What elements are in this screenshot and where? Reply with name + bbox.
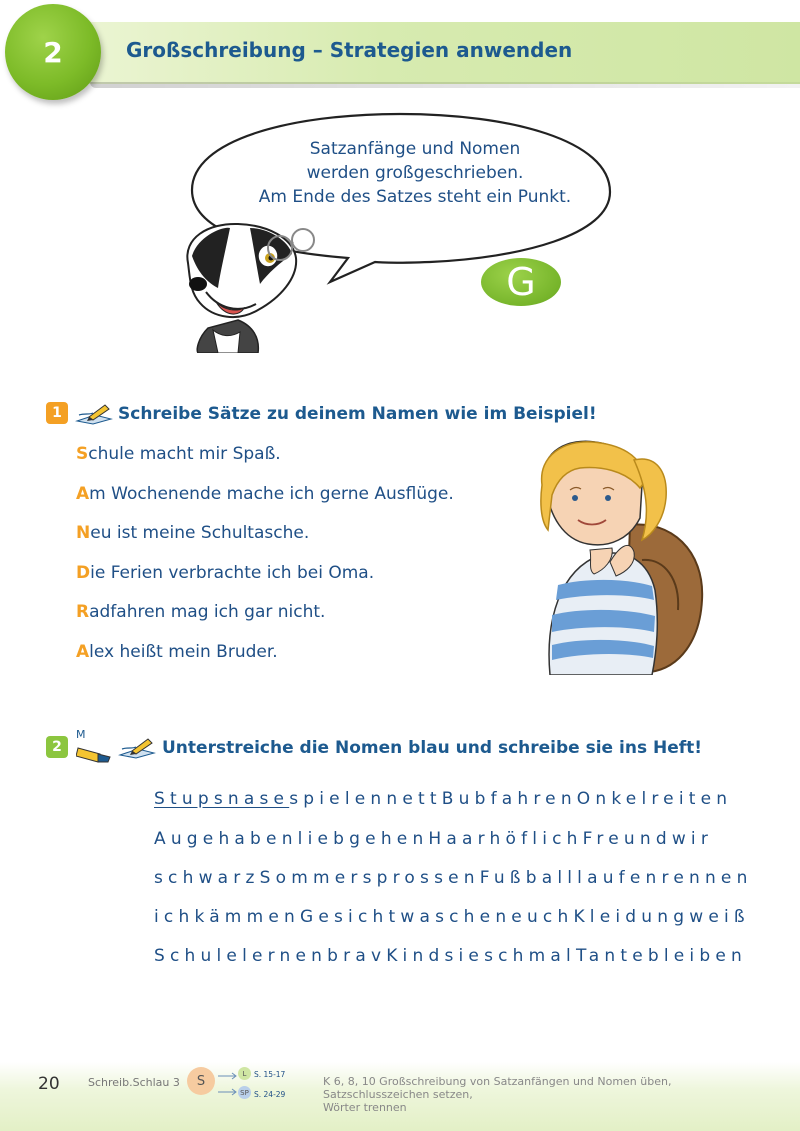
example-sentence	[76, 642, 278, 662]
l-reference-pages: S. 15-17	[254, 1070, 286, 1079]
task1-instruction: Schreibe Sätze zu deinem Namen wie im Beispiel!	[118, 404, 597, 424]
letter-row: ichkämmenGesichtwascheneuchKleidungweiß	[154, 907, 750, 927]
grammar-badge: G	[481, 258, 561, 306]
example-sentence	[76, 523, 309, 543]
sentence-text: m Wochenende mache ich gerne Ausflüge.	[89, 484, 454, 504]
letter-row: SchulelernenbravKindsieschmalTantebleiben	[154, 946, 747, 966]
letter-sequence: spielennettBubfahrenOnkelreiten	[289, 789, 733, 809]
chapter-badge: 2	[5, 4, 101, 100]
sentence-initial: D	[76, 563, 91, 583]
girl-with-backpack-illustration	[530, 440, 710, 675]
sentence-text: ie Ferien verbrachte ich bei Oma.	[90, 563, 375, 583]
task2-marker-letter: M	[76, 728, 86, 741]
sentence-text: eu ist meine Schultasche.	[90, 523, 310, 543]
bubble-line: Am Ende des Satzes steht ein Punkt.	[258, 187, 572, 207]
badger-mascot-illustration	[168, 218, 318, 353]
letter-row: AugehabenliebgehenHaarhöflichFreundwir	[154, 829, 714, 849]
task-number-1: 1	[46, 402, 68, 424]
footer-info-line: Satzschlusszeichen setzen,	[323, 1088, 473, 1101]
bubble-line: Satzanfänge und Nomen	[309, 139, 521, 159]
page-title: Großschreibung – Strategien anwenden	[126, 38, 573, 62]
book-name: Schreib.Schlau 3	[88, 1076, 180, 1089]
marker-icon	[76, 740, 118, 764]
bubble-line: werden großgeschrieben.	[306, 163, 524, 183]
sentence-initial: R	[76, 602, 90, 622]
write-pencil-icon	[118, 735, 158, 759]
example-sentence	[76, 602, 325, 622]
footer-info	[323, 1075, 671, 1114]
reference-arrows-icon	[216, 1068, 240, 1098]
sp-reference-badge: SP	[238, 1086, 251, 1099]
example-sentence	[76, 444, 281, 464]
s-reference-badge: S	[187, 1067, 215, 1095]
speech-bubble-text	[240, 137, 590, 209]
example-sentence	[76, 563, 374, 583]
task2-instruction: Unterstreiche die Nomen blau und schreibe sie ins Heft!	[162, 738, 703, 758]
sp-reference-pages: S. 24-29	[254, 1090, 286, 1099]
sentence-initial: A	[76, 484, 90, 504]
sentence-text: chule macht mir Spaß.	[88, 444, 281, 464]
page-number: 20	[38, 1074, 60, 1094]
underlined-noun: Stupsnase	[154, 789, 290, 809]
sentence-text: adfahren mag ich gar nicht.	[89, 602, 326, 622]
task-number-2: 2	[46, 736, 68, 758]
write-pencil-icon	[75, 401, 115, 425]
sentence-initial: A	[76, 642, 90, 662]
letter-row: schwarzSommersprossenFußballlaufenrennen	[154, 868, 753, 888]
footer-info-line: K 6, 8, 10 Großschreibung von Satzanfängen und Nomen üben,	[323, 1075, 672, 1088]
sentence-initial: N	[76, 523, 91, 543]
letter-row	[154, 789, 732, 809]
l-reference-badge: L	[238, 1067, 251, 1080]
sentence-initial: S	[76, 444, 89, 464]
footer-info-line: Wörter trennen	[323, 1101, 407, 1114]
sentence-text: lex heißt mein Bruder.	[89, 642, 278, 662]
example-sentence	[76, 484, 454, 504]
